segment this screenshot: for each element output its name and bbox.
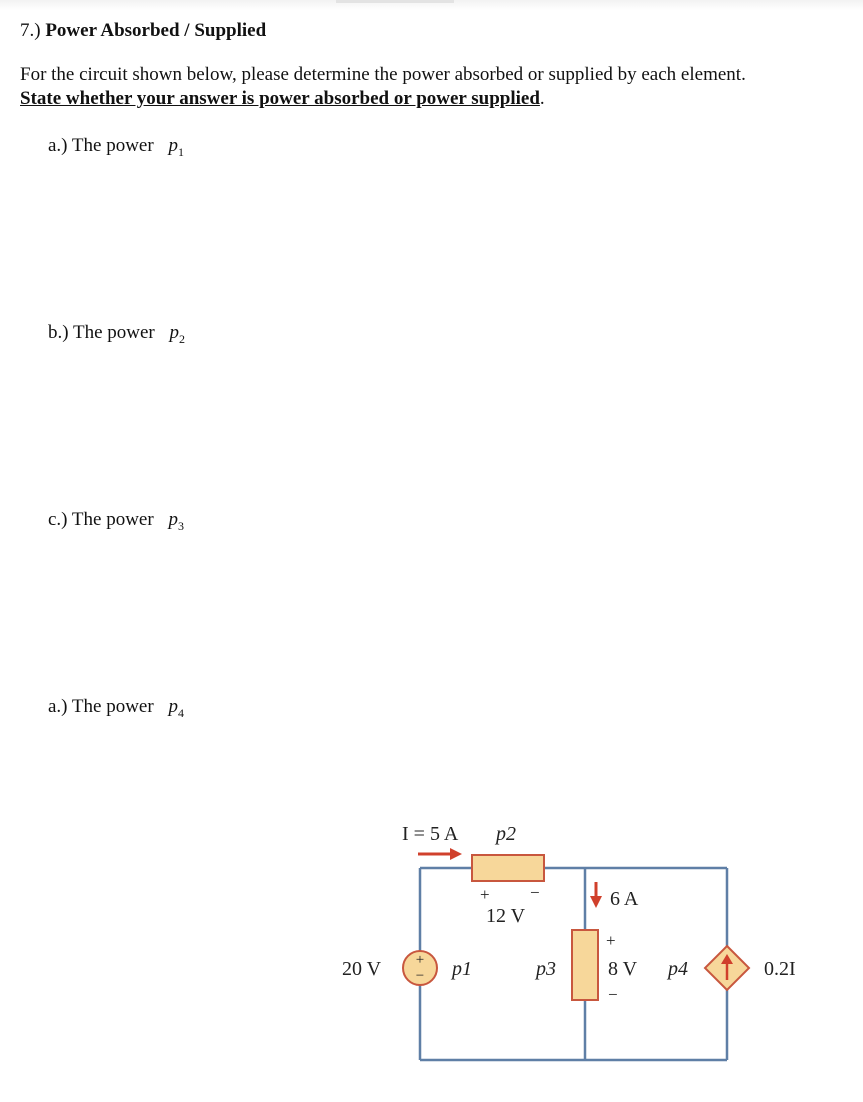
instruction-text: For the circuit shown below, please determine the power absorbed or supplied by each element. (20, 64, 746, 85)
voltage-12v-label: 12 V (486, 905, 526, 927)
part-d (48, 696, 184, 721)
p2-label: p2 (496, 823, 516, 845)
part-c-variable: $p_3$ (168, 509, 184, 533)
voltage-8v-label: 8 V (608, 958, 638, 980)
source-20v-label: 20 V (342, 958, 382, 980)
part-a (48, 135, 184, 160)
p2-plus-sign: + (480, 885, 490, 904)
question-number: 7.) (20, 20, 41, 41)
part-b-label: b.) The power (48, 322, 155, 343)
part-a-label: a.) The power (48, 135, 154, 156)
p2-minus-sign: − (530, 883, 540, 902)
question-title (20, 20, 266, 42)
part-d-variable: $p_4$ (168, 696, 184, 720)
emphasis-text: State whether your answer is power absorbed or power supplied (20, 88, 540, 109)
source-20v-minus: − (415, 968, 425, 984)
p3-label: p3 (536, 958, 556, 980)
dependent-source-label: 0.2I (764, 958, 796, 980)
current-arrow-icon (418, 848, 462, 860)
element-p3 (572, 930, 598, 1000)
part-d-label: a.) The power (48, 696, 154, 717)
current-6a-label: 6 A (610, 888, 639, 910)
part-c (48, 509, 184, 534)
element-p2 (472, 855, 544, 881)
current-label: I = 5 A (402, 823, 459, 845)
emphasis-line (20, 88, 545, 110)
p3-minus-sign: − (608, 985, 618, 1004)
part-b-variable: $p_2$ (169, 322, 186, 346)
p3-plus-sign: + (606, 931, 616, 950)
page-top-tab (336, 0, 454, 3)
part-a-variable: $p_1$ (168, 135, 184, 159)
emphasis-period: . (539, 88, 545, 109)
current-6a-arrow-icon (590, 882, 602, 908)
p1-label: p1 (452, 958, 472, 980)
circuit-diagram (320, 810, 840, 1080)
question-title-text: Power Absorbed / Supplied (45, 20, 267, 41)
source-20v-plus: + (415, 952, 425, 968)
part-c-label: c.) The power (48, 509, 154, 530)
p4-label: p4 (668, 958, 688, 980)
part-b (48, 322, 185, 347)
